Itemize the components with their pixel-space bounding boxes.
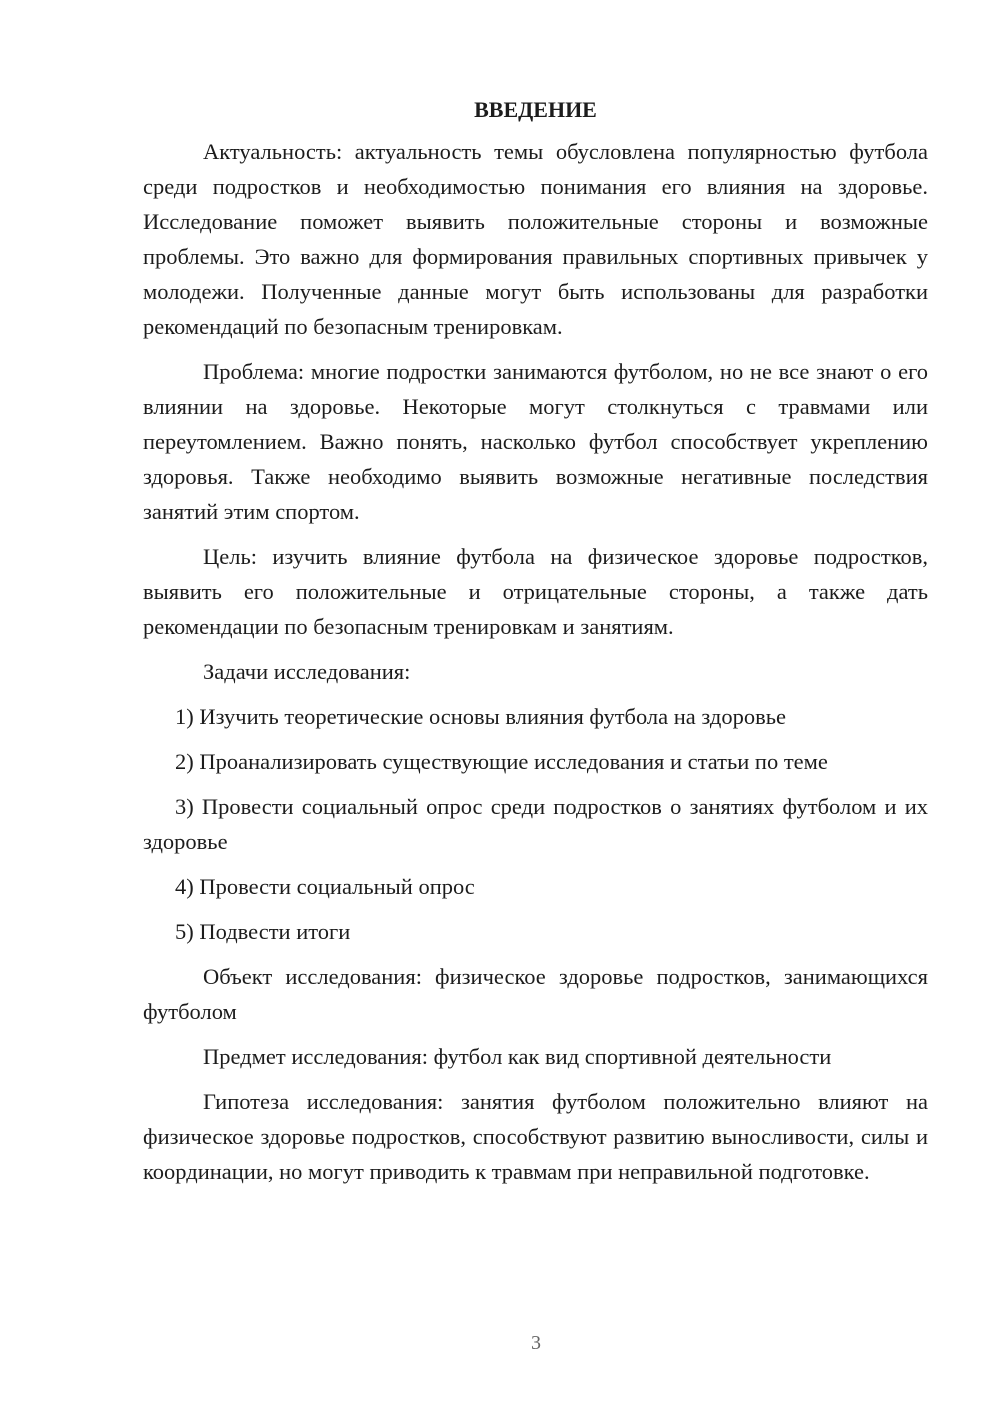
task-item: 5) Подвести итоги xyxy=(175,919,351,944)
task-item: 1) Изучить теоретические основы влияния футбола на здоровье xyxy=(175,704,786,729)
task-item: 2) Проанализировать существующие исследования и статьи по теме xyxy=(175,749,828,774)
task-item: 3) Провести социальный опрос среди подростков о занятиях футболом и их здоровье xyxy=(143,794,928,854)
hypothesis-paragraph: Гипотеза исследования: занятия футболом положительно влияют на физическое здоровье подростков, способствуют развитию выносливости, силы и координации, но могут приводить к травмам при неправильной подготовке. xyxy=(143,1089,928,1184)
relevance-paragraph: Актуальность: актуальность темы обусловлена популярностью футбола среди подростков и необходимостью понимания его влияния на здоровье. Исследование поможет выявить положительные стороны и возможные проблемы. Это важно для формирования правильных спортивных привычек у молодежи. Полученные данные могут быть использованы для разработки рекомендаций по безопасным тренировкам. xyxy=(143,139,928,339)
subject-paragraph: Предмет исследования: футбол как вид спортивной деятельности xyxy=(203,1044,832,1069)
page-number: 3 xyxy=(531,1332,541,1354)
tasks-heading: Задачи исследования: xyxy=(203,659,411,684)
task-item: 4) Провести социальный опрос xyxy=(175,874,475,899)
object-paragraph: Объект исследования: физическое здоровье подростков, занимающихся футболом xyxy=(143,964,928,1024)
goal-paragraph: Цель: изучить влияние футбола на физическое здоровье подростков, выявить его положительные и отрицательные стороны, а также дать рекомендации по безопасным тренировкам и занятиям. xyxy=(143,544,928,639)
problem-paragraph: Проблема: многие подростки занимаются футболом, но не все знают о его влиянии на здоровье. Некоторые могут столкнуться с травмами или переутомлением. Важно понять, насколько футбол способствует укреплению здоровья. Также необходимо выявить возможные негативные последствия занятий этим спортом. xyxy=(143,359,928,524)
page-content xyxy=(143,95,928,1199)
section-title: ВВЕДЕНИЕ xyxy=(474,97,597,122)
